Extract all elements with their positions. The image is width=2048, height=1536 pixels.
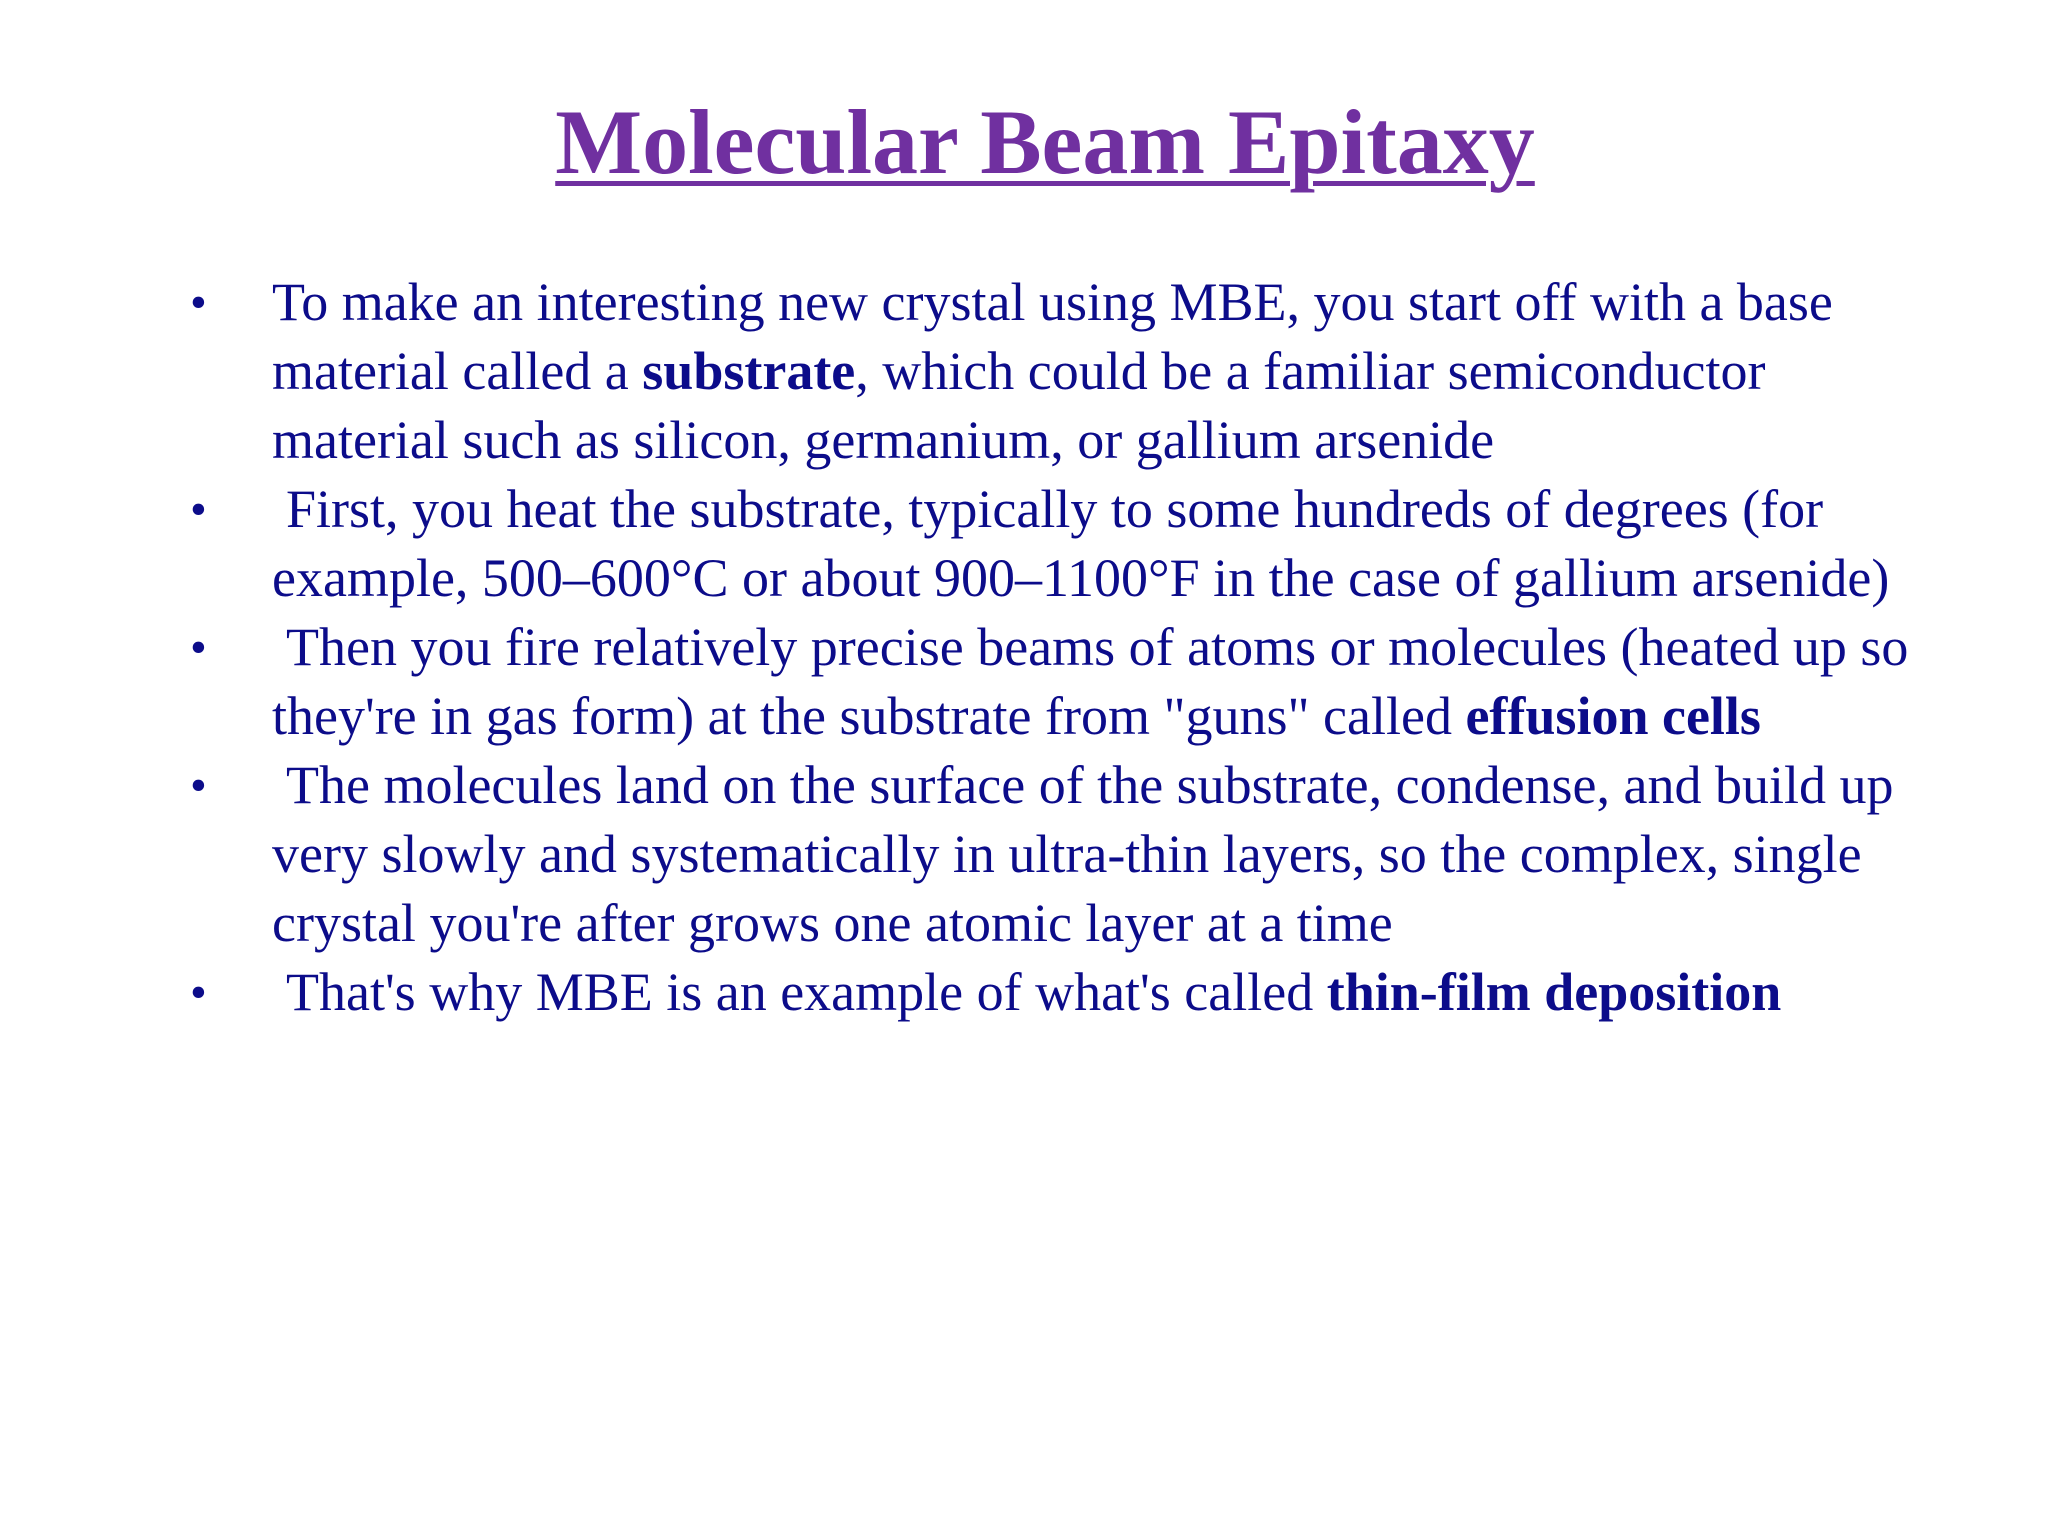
slide-title: Molecular Beam Epitaxy [555, 91, 1535, 193]
list-item [190, 613, 1910, 751]
bullet-text [272, 755, 1894, 953]
bullet-text [272, 962, 1781, 1022]
bullet-icon: • [190, 966, 207, 1019]
list-item [190, 958, 1910, 1027]
bold-term-thin-film-deposition: thin-film deposition [1326, 962, 1782, 1022]
list-item [190, 751, 1910, 958]
bullet-text-segment: Then you fire relatively precise beams of atoms or molecules (heated up so they're in gas form) at the substrate from "guns" called [272, 617, 1909, 746]
list-item [190, 475, 1910, 613]
bullet-text-segment: That's why MBE is an example of what's called [286, 962, 1327, 1022]
bullet-text [272, 272, 1833, 470]
bullet-icon: • [190, 276, 207, 329]
bullet-text-segment: The molecules land on the surface of the substrate, condense, and build up very slowly and systematically in ultra-thin layers, so the complex, single crystal you're after grows one atomic layer at a time [272, 755, 1894, 953]
bullet-list [190, 268, 1910, 1027]
bullet-text-segment: First, you heat the substrate, typically to some hundreds of degrees (for example, 500–600°C or about 900–1100°F in the case of gallium arsenide) [272, 479, 1890, 608]
bullet-text-segment: , which could be a familiar semiconductor material such as silicon, germanium, or gallium arsenide [272, 341, 1766, 470]
list-item [190, 268, 1910, 475]
bold-term-effusion-cells: effusion cells [1465, 686, 1761, 746]
bullet-icon: • [190, 483, 207, 536]
bold-term-substrate: substrate [642, 341, 856, 401]
bullet-text [272, 479, 1889, 608]
bullet-text [272, 617, 1908, 746]
bullet-text-segment: To make an interesting new crystal using MBE, you start off with a base material called a [272, 272, 1833, 401]
bullet-icon: • [190, 621, 207, 674]
bullet-icon: • [190, 759, 207, 812]
